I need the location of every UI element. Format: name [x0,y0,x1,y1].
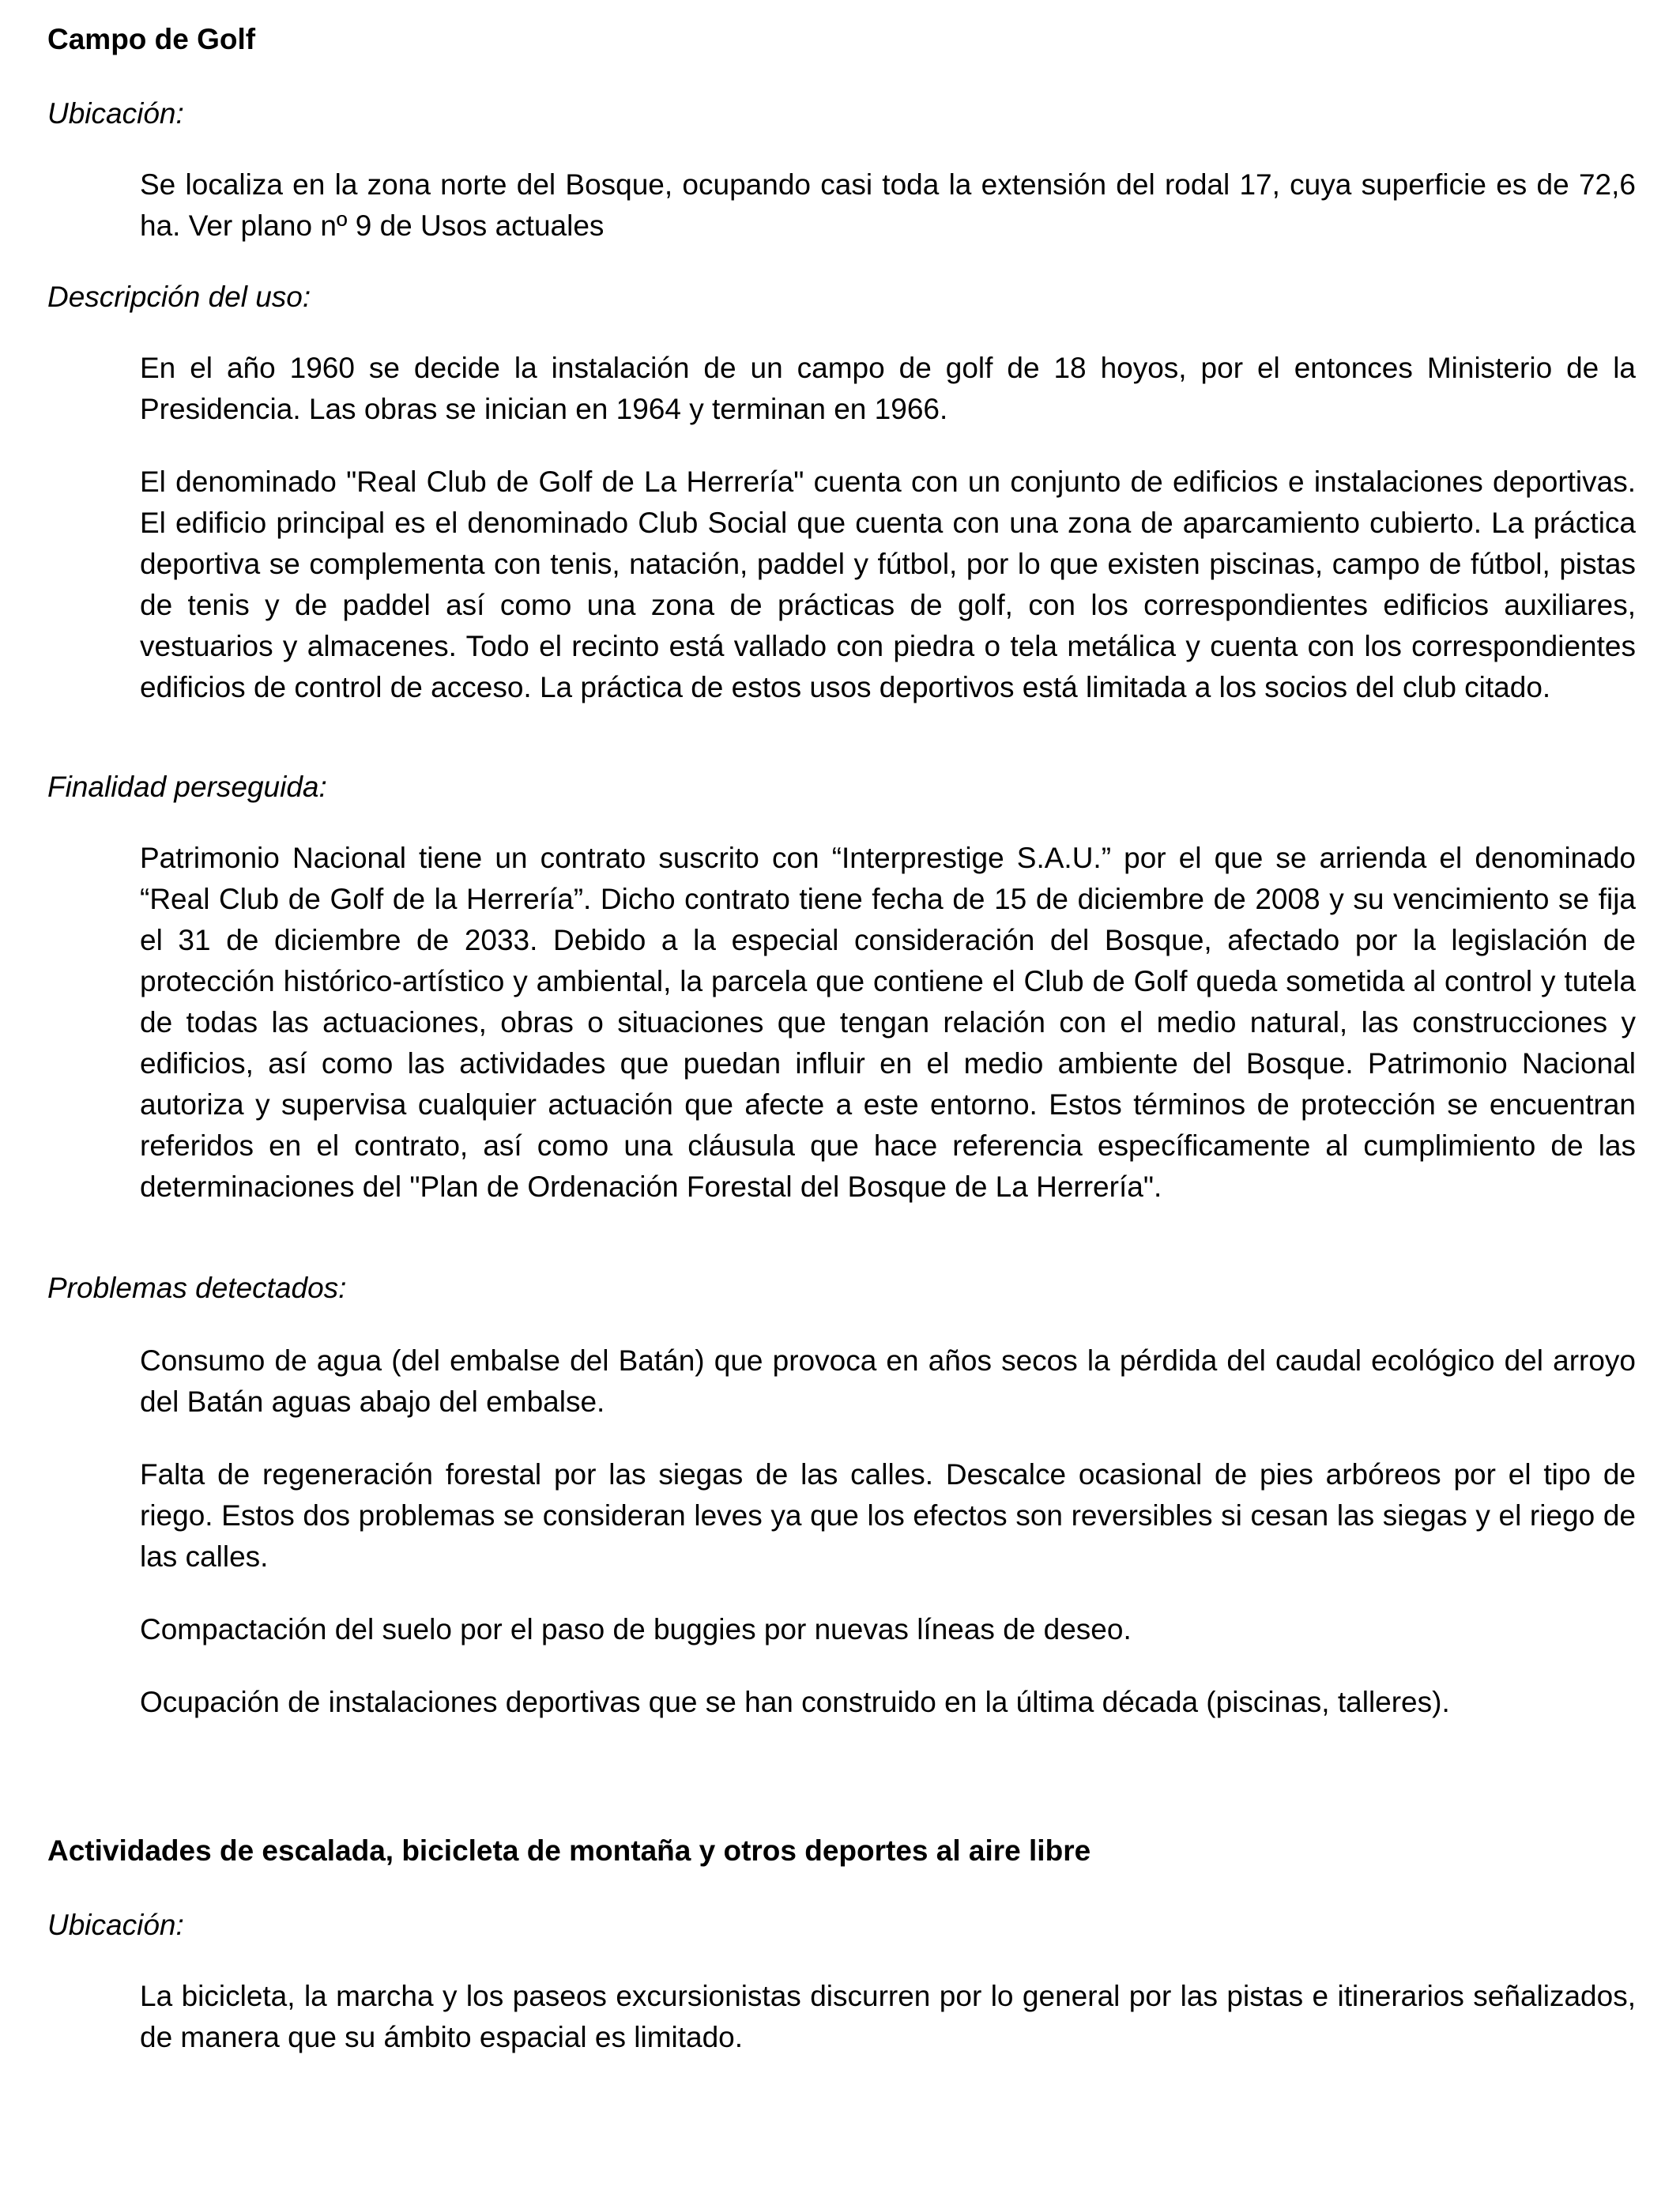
subheading-problemas-detectados: Problemas detectados: [47,1272,347,1304]
subheading-finalidad-perseguida: Finalidad perseguida: [47,771,327,803]
paragraph-descripcion-1: En el año 1960 se decide la instalación de un campo de golf de 18 hoyos, por el entonces Ministerio de la Presidencia. Las obras se inician en 1964 y terminan en 1966. [140,352,1636,425]
paragraph-problema-1: Consumo de agua (del embalse del Batán) que provoca en años secos la pérdida del caudal ecológico del arroyo del Batán aguas abajo del embalse. [140,1344,1636,1418]
subheading-ubicacion: Ubicación: [47,97,184,130]
section-title-campo-de-golf: Campo de Golf [47,23,256,55]
paragraph-problema-3: Compactación del suelo por el paso de buggies por nuevas líneas de deseo. [140,1613,1132,1646]
subheading-descripcion-del-uso: Descripción del uso: [47,281,311,313]
paragraph-ubicacion: Se localiza en la zona norte del Bosque, ocupando casi toda la extensión del rodal 17, cuya superficie es de 72,6 ha. Ver plano nº 9 de Usos actuales [140,168,1636,242]
paragraph-descripcion-2: El denominado "Real Club de Golf de La Herrería" cuenta con un conjunto de edificios e instalaciones deportivas. El edificio principal es el denominado Club Social que cuenta con una zona de aparcamiento cubierto. La práctica deportiva se complementa con tenis, natación, paddel y fútbol, por lo que existen piscinas, campo de fútbol, pistas de tenis y de paddel así como una zona de prácticas de golf, con los correspondientes edificios auxiliares, vestuarios y almacenes. Todo el recinto está vallado con piedra o tela metálica y cuenta con los correspondientes edificios de control de acceso. La práctica de estos usos deportivos está limitada a los socios del club citado. [140,466,1636,703]
section-title-actividades: Actividades de escalada, bicicleta de montaña y otros deportes al aire libre [47,1834,1091,1867]
paragraph-finalidad: Patrimonio Nacional tiene un contrato suscrito con “Interprestige S.A.U.” por el que se arrienda el denominado “Real Club de Golf de la Herrería”. Dicho contrato tiene fecha de 15 de diciembre de 2008 y su vencimiento se fija el 31 de diciembre de 2033. Debido a la especial consideración del Bosque, afectado por la legislación de protección histórico-artístico y ambiental, la parcela que contiene el Club de Golf queda sometida al control y tutela de todas las actuaciones, obras o situaciones que tengan relación con el medio natural, las construcciones y edificios, así como las actividades que puedan influir en el medio ambiente del Bosque. Patrimonio Nacional autoriza y supervisa cualquier actuación que afecte a este entorno. Estos términos de protección se encuentran referidos en el contrato, así como una cláusula que hace referencia específicamente al cumplimiento de las determinaciones del "Plan de Ordenación Forestal del Bosque de La Herrería". [140,842,1636,1203]
paragraph-problema-2: Falta de regeneración forestal por las siegas de las calles. Descalce ocasional de pies arbóreos por el tipo de riego. Estos dos problemas se consideran leves ya que los efectos son reversibles si cesan las siegas y el riego de las calles. [140,1458,1636,1573]
paragraph-problema-4: Ocupación de instalaciones deportivas que se han construido en la última década (piscinas, talleres). [140,1686,1450,1718]
paragraph-ubicacion-2: La bicicleta, la marcha y los paseos excursionistas discurren por lo general por las pistas e itinerarios señalizados, de manera que su ámbito espacial es limitado. [140,1980,1636,2053]
subheading-ubicacion-2: Ubicación: [47,1909,184,1941]
